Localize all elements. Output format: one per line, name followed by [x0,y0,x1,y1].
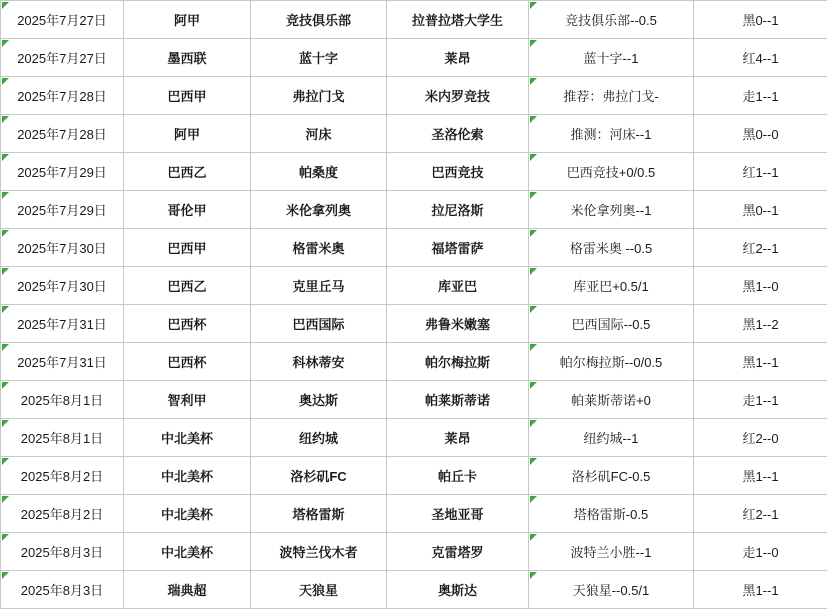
match-date-cell: 2025年8月1日 [1,381,124,419]
match-result-cell: 黑1--0 [694,267,827,305]
match-date-cell: 2025年7月29日 [1,153,124,191]
table-row [1,77,827,115]
table-row [1,39,827,77]
table-row [1,305,827,343]
match-home-team-cell: 科林蒂安 [251,343,387,381]
match-league-cell: 巴西杯 [124,343,251,381]
match-league-cell: 哥伦甲 [124,191,251,229]
match-result-cell: 黑1--2 [694,305,827,343]
table-row [1,571,827,609]
match-away-team-cell: 莱昂 [387,39,529,77]
match-recommendation-cell: 天狼星--0.5/1 [529,571,694,609]
table-row [1,191,827,229]
match-away-team-cell: 圣洛伦索 [387,115,529,153]
match-away-team-cell: 莱昂 [387,419,529,457]
match-recommendation-cell: 塔格雷斯-0.5 [529,495,694,533]
match-home-team-cell: 米伦拿列奥 [251,191,387,229]
table-row [1,533,827,571]
match-date-cell: 2025年7月31日 [1,343,124,381]
match-recommendation-cell: 蓝十字--1 [529,39,694,77]
match-date-cell: 2025年7月30日 [1,267,124,305]
match-result-cell: 黑1--1 [694,457,827,495]
match-home-team-cell: 巴西国际 [251,305,387,343]
match-away-team-cell: 拉普拉塔大学生 [387,1,529,39]
match-league-cell: 瑞典超 [124,571,251,609]
match-home-team-cell: 帕桑度 [251,153,387,191]
match-home-team-cell: 纽约城 [251,419,387,457]
match-result-cell: 黑0--1 [694,191,827,229]
match-recommendation-cell: 竞技俱乐部--0.5 [529,1,694,39]
match-home-team-cell: 克里丘马 [251,267,387,305]
match-league-cell: 智利甲 [124,381,251,419]
match-league-cell: 墨西联 [124,39,251,77]
match-recommendation-cell: 推测：河床--1 [529,115,694,153]
table-row [1,381,827,419]
match-league-cell: 中北美杯 [124,457,251,495]
match-league-cell: 阿甲 [124,1,251,39]
match-date-cell: 2025年7月28日 [1,115,124,153]
match-date-cell: 2025年8月3日 [1,571,124,609]
match-home-team-cell: 河床 [251,115,387,153]
match-date-cell: 2025年7月27日 [1,1,124,39]
match-recommendation-cell: 米伦拿列奥--1 [529,191,694,229]
match-date-cell: 2025年8月2日 [1,495,124,533]
match-date-cell: 2025年8月3日 [1,533,124,571]
match-recommendation-cell: 库亚巴+0.5/1 [529,267,694,305]
match-away-team-cell: 帕丘卡 [387,457,529,495]
match-result-cell: 黑1--1 [694,571,827,609]
match-home-team-cell: 竞技俱乐部 [251,1,387,39]
match-recommendation-cell: 纽约城--1 [529,419,694,457]
match-league-cell: 巴西乙 [124,267,251,305]
match-result-cell: 走1--1 [694,381,827,419]
match-away-team-cell: 米内罗竞技 [387,77,529,115]
match-recommendation-cell: 波特兰小胜--1 [529,533,694,571]
match-date-cell: 2025年7月29日 [1,191,124,229]
match-result-cell: 黑0--0 [694,115,827,153]
match-home-team-cell: 蓝十字 [251,39,387,77]
match-home-team-cell: 弗拉门戈 [251,77,387,115]
table-row [1,1,827,39]
match-date-cell: 2025年7月28日 [1,77,124,115]
match-away-team-cell: 帕莱斯蒂诺 [387,381,529,419]
match-result-cell: 红2--1 [694,495,827,533]
match-league-cell: 中北美杯 [124,419,251,457]
match-recommendation-cell: 格雷米奥 --0.5 [529,229,694,267]
table-row [1,267,827,305]
match-away-team-cell: 巴西竞技 [387,153,529,191]
match-away-team-cell: 奥斯达 [387,571,529,609]
match-away-team-cell: 弗鲁米嫩塞 [387,305,529,343]
match-table-body [1,1,827,609]
match-result-cell: 走1--1 [694,77,827,115]
match-date-cell: 2025年7月30日 [1,229,124,267]
match-league-cell: 巴西杯 [124,305,251,343]
match-away-team-cell: 库亚巴 [387,267,529,305]
match-recommendation-cell: 帕莱斯蒂诺+0 [529,381,694,419]
match-recommendation-cell: 洛杉矶FC-0.5 [529,457,694,495]
match-league-cell: 巴西甲 [124,77,251,115]
match-league-cell: 中北美杯 [124,495,251,533]
match-league-cell: 巴西乙 [124,153,251,191]
match-result-cell: 红1--1 [694,153,827,191]
match-result-cell: 红4--1 [694,39,827,77]
match-away-team-cell: 福塔雷萨 [387,229,529,267]
match-result-cell: 红2--1 [694,229,827,267]
match-recommendation-cell: 巴西国际--0.5 [529,305,694,343]
table-row [1,495,827,533]
match-date-cell: 2025年7月31日 [1,305,124,343]
match-date-cell: 2025年7月27日 [1,39,124,77]
match-recommendation-cell: 帕尔梅拉斯--0/0.5 [529,343,694,381]
table-row [1,115,827,153]
table-row [1,343,827,381]
match-recommendation-cell: 巴西竞技+0/0.5 [529,153,694,191]
table-row [1,153,827,191]
match-result-cell: 黑0--1 [694,1,827,39]
match-recommendation-cell: 推荐：弗拉门戈- [529,77,694,115]
match-home-team-cell: 天狼星 [251,571,387,609]
match-home-team-cell: 波特兰伐木者 [251,533,387,571]
match-league-cell: 阿甲 [124,115,251,153]
table-row [1,457,827,495]
match-date-cell: 2025年8月2日 [1,457,124,495]
match-date-cell: 2025年8月1日 [1,419,124,457]
table-row [1,229,827,267]
match-home-team-cell: 洛杉矶FC [251,457,387,495]
match-result-cell: 黑1--1 [694,343,827,381]
match-home-team-cell: 奥达斯 [251,381,387,419]
match-away-team-cell: 帕尔梅拉斯 [387,343,529,381]
match-result-cell: 红2--0 [694,419,827,457]
table-row [1,419,827,457]
match-result-cell: 走1--0 [694,533,827,571]
match-away-team-cell: 拉尼洛斯 [387,191,529,229]
match-home-team-cell: 格雷米奥 [251,229,387,267]
match-league-cell: 巴西甲 [124,229,251,267]
match-away-team-cell: 圣地亚哥 [387,495,529,533]
match-home-team-cell: 塔格雷斯 [251,495,387,533]
match-league-cell: 中北美杯 [124,533,251,571]
match-away-team-cell: 克雷塔罗 [387,533,529,571]
